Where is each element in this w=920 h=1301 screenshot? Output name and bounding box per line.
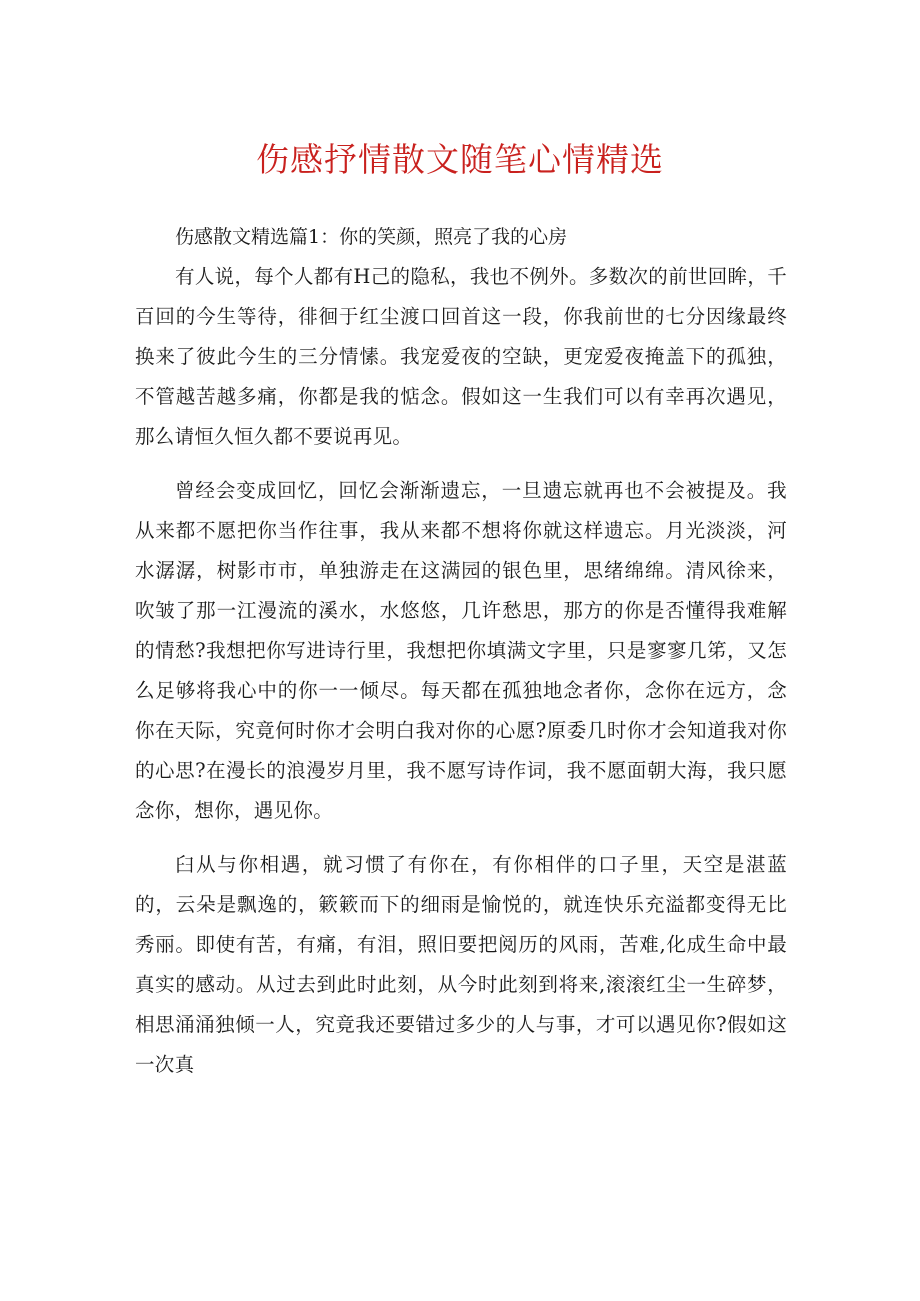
document-title: 伤感抒情散文随笔心情精选 <box>256 140 664 179</box>
paragraph-3: 臼从与你相遇，就习惯了有你在，有你相伴的口子里，天空是湛蓝的，云朵是飘逸的，簌簌而下的细雨是愉悦的，就连快乐充溢都变得无比秀丽。即使有苦，有痛，有泪，照旧要把阅历的风雨，苦难,化成生命中最真实的感动。从过去到此时此刻，从今时此刻到将来,滚滚红尘一生碎梦，相思涌涌独倾一人，究竟我还要错过多少的人与事，才可以遇见你?假如这一次真 <box>135 853 787 1076</box>
paragraph-2: 曾经会变成回忆，回忆会渐渐遗忘，一旦遗忘就再也不会被提及。我从来都不愿把你当作往事，我从来都不想将你就这样遗忘。月光淡淡，河水潺潺，树影市市，单独游走在这满园的银色里，思绪绵绵。清风徐来，吹皱了那一江漫流的溪水，水悠悠，几许愁思，那方的你是否懂得我难解的情愁?我想把你写进诗行里，我想把你填满文字里，只是寥寥几笫，又怎么足够将我心中的你一一倾尽。每天都在孤独地念者你，念你在远方，念你在天际，究竟何时你才会明白我对你的心愿?原委几时你才会知道我对你的心思?在漫长的浪漫岁月里，我不愿写诗作词，我不愿面朝大海，我只愿念你，想你，遇见你。 <box>135 479 787 822</box>
section-heading: 伤感散文精选篇1：你的笑颜，照亮了我的心房 <box>175 226 568 248</box>
document-body <box>135 217 787 1099</box>
paragraph-1: 有人说，每个人都有H己的隐私，我也不例外。多数次的前世回眸，千百回的今生等待，徘徊于红尘渡口回首这一段，你我前世的七分因缘最终换来了彼此今生的三分情愫。我宠爱夜的空缺，更宠爱夜掩盖下的孤独，不管越苦越多痛，你都是我的惦念。假如这一生我们可以有幸再次遇见，那么请恒久恒久都不要说再见。 <box>135 265 787 448</box>
